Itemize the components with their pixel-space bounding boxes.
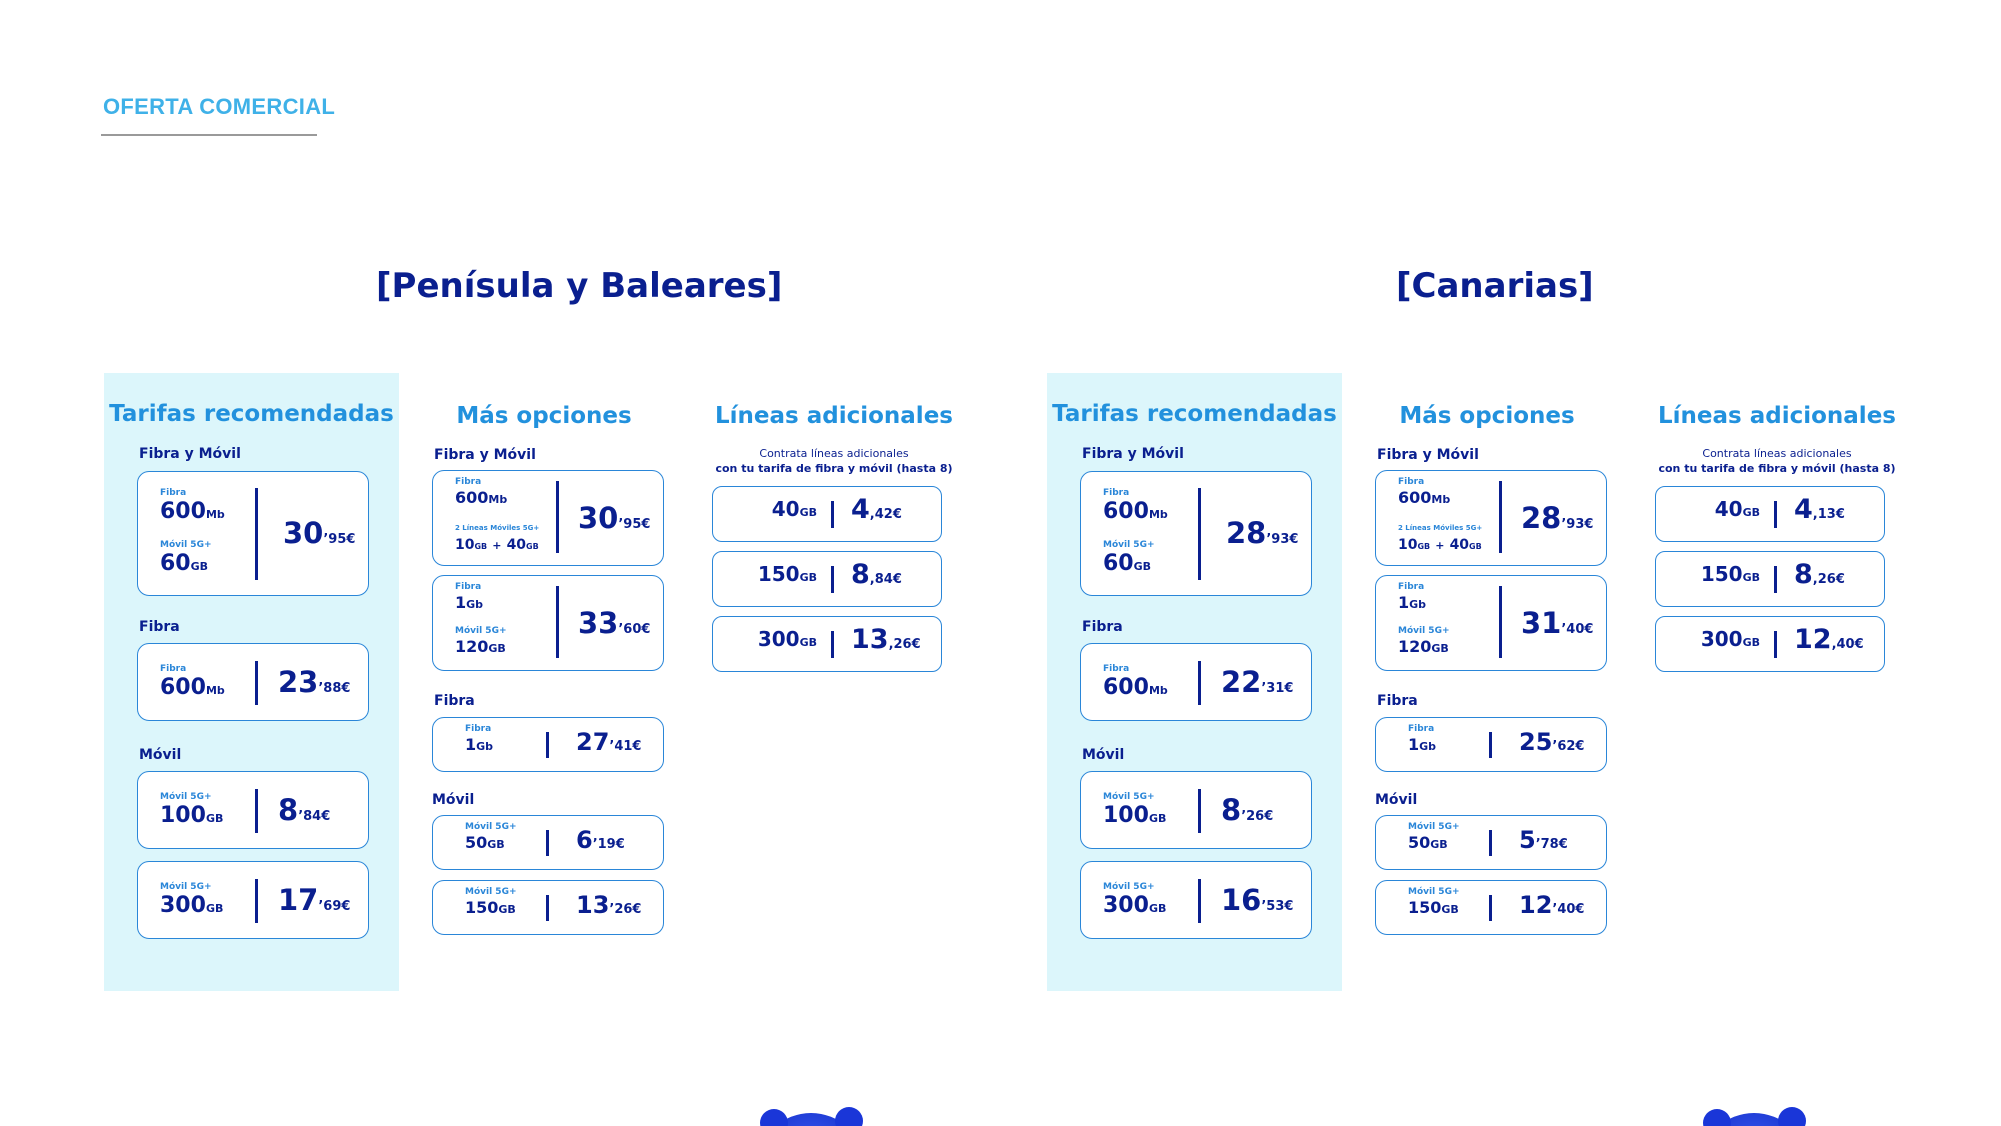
price	[851, 624, 921, 655]
extra-lines-column	[1632, 373, 1922, 991]
card-divider	[831, 631, 834, 658]
tariff-spec	[160, 882, 223, 919]
section-title-movil: Móvil	[139, 747, 182, 763]
spec-label: Móvil 5G+	[1103, 882, 1155, 892]
tariff-spec	[465, 724, 493, 755]
spec-unit: Mb	[1148, 684, 1168, 697]
section-title-fibra-movil: Fibra y Móvil	[1377, 447, 1479, 463]
spec-value: 150	[757, 562, 800, 586]
spec-value: 300	[160, 893, 206, 918]
spec-value: 600	[455, 488, 489, 507]
card-divider	[1198, 879, 1201, 923]
spec-value: 40	[771, 497, 800, 521]
price	[576, 728, 641, 756]
card-divider	[1774, 501, 1777, 528]
tariff-spec-movil	[160, 540, 212, 577]
spec-value: 40	[506, 537, 527, 553]
header-title: OFERTA COMERCIAL	[103, 94, 336, 119]
price-integer: 28	[1226, 516, 1267, 550]
spec-unit: Gb	[1419, 740, 1437, 753]
price	[278, 793, 330, 827]
tariff-card-movil-100[interactable]	[1080, 771, 1312, 849]
price	[578, 606, 650, 640]
price-integer: 25	[1519, 728, 1553, 756]
tariff-card-movil-extra[interactable]	[1375, 815, 1607, 870]
spec-label: 2 Líneas Móviles 5G+	[1398, 524, 1483, 532]
tariff-spec	[1103, 664, 1168, 701]
tariff-spec-fibra	[1398, 477, 1450, 508]
price-decimals: ,26€	[888, 637, 921, 652]
spec-unit: GB	[1469, 542, 1482, 551]
spec-label: Móvil 5G+	[160, 792, 212, 802]
spec-label: Fibra	[160, 488, 187, 498]
price-integer: 23	[278, 665, 319, 699]
spec-unit: GB	[1742, 636, 1760, 649]
extra-lines-note	[689, 446, 979, 476]
note-line-2: con tu tarifa de fibra y móvil (hasta 8)	[715, 462, 953, 475]
spec-unit: GB	[799, 571, 817, 584]
price-decimals: ’69€	[318, 899, 351, 914]
recommended-column	[104, 373, 399, 991]
tariff-card-fibra[interactable]	[1080, 643, 1312, 721]
spec-value: 50	[465, 833, 488, 852]
card-divider	[831, 501, 834, 528]
spec-label: Móvil 5G+	[465, 822, 517, 832]
price	[1221, 793, 1273, 827]
tariff-card-fibra-movil-1gb[interactable]	[1375, 575, 1607, 671]
extra-line-data	[758, 629, 817, 650]
price-decimals: ’26€	[609, 902, 642, 917]
price-integer: 13	[851, 624, 889, 655]
price-integer: 8	[1221, 793, 1242, 827]
price-integer: 12	[1794, 624, 1832, 655]
extra-line-data	[758, 564, 817, 585]
card-divider	[556, 481, 559, 553]
spec-value: 300	[757, 627, 800, 651]
price-decimals: ,84€	[869, 572, 902, 587]
spec-unit: Gb	[476, 740, 494, 753]
price-integer: 31	[1521, 606, 1562, 640]
price-decimals: ’93€	[1561, 517, 1594, 532]
tariff-spec-fibra	[1398, 582, 1426, 613]
tariff-card-movil-300[interactable]	[1080, 861, 1312, 939]
spec-unit: GB	[799, 636, 817, 649]
spec-unit: Mb	[1148, 508, 1168, 521]
extra-line-card[interactable]	[1655, 616, 1885, 672]
tariff-spec	[1408, 887, 1460, 918]
section-title-fibra: Fibra	[1377, 693, 1418, 709]
spec-value: 10	[455, 537, 475, 553]
tariff-spec	[1408, 822, 1460, 853]
price-decimals: ,13€	[1812, 507, 1845, 522]
spec-value: 600	[160, 675, 206, 700]
tariff-card-fibra-movil[interactable]	[1080, 471, 1312, 596]
spec-value: 150	[465, 898, 499, 917]
tariff-spec-movil	[455, 626, 507, 657]
spec-unit: GB	[1742, 506, 1760, 519]
price	[1221, 665, 1293, 699]
spec-unit: Mb	[205, 508, 225, 521]
tariff-card-movil-extra[interactable]	[432, 880, 664, 935]
spec-value: 50	[1408, 833, 1431, 852]
spec-value: 150	[1408, 898, 1442, 917]
spec-unit: GB	[1742, 571, 1760, 584]
spec-label: Fibra	[1408, 724, 1435, 734]
spec-unit: GB	[205, 812, 224, 825]
recommended-title: Tarifas recomendadas	[109, 401, 394, 427]
price	[576, 826, 625, 854]
price-decimals: ,42€	[869, 507, 902, 522]
extra-lines-title: Líneas adicionales	[715, 403, 953, 429]
price	[1519, 728, 1584, 756]
section-title-movil: Móvil	[432, 792, 475, 808]
tariff-spec	[1408, 724, 1436, 755]
region-title-canarias: [Canarias]	[1396, 266, 1594, 306]
extra-line-data	[1701, 629, 1760, 650]
price-integer: 17	[278, 883, 319, 917]
extra-line-card[interactable]	[712, 551, 942, 607]
spec-unit: GB	[474, 542, 488, 551]
more-options-title: Más opciones	[1399, 403, 1575, 429]
tariff-card-fibra-1gb[interactable]	[1375, 717, 1607, 772]
extra-line-card[interactable]	[712, 616, 942, 672]
price-decimals: ’95€	[323, 532, 356, 547]
price-integer: 28	[1521, 501, 1562, 535]
price	[851, 494, 902, 525]
price-integer: 5	[1519, 826, 1536, 854]
price-decimals: ’53€	[1261, 899, 1294, 914]
card-divider	[1198, 488, 1201, 580]
card-divider	[1489, 732, 1492, 758]
extra-line-data	[1715, 499, 1760, 520]
spec-unit: Gb	[1409, 598, 1427, 611]
tariff-spec	[465, 822, 517, 853]
price-decimals: ’40€	[1561, 622, 1594, 637]
card-divider	[1489, 830, 1492, 856]
section-title-fibra: Fibra	[139, 619, 180, 635]
spec-unit: GB	[1133, 560, 1152, 573]
card-divider	[1774, 631, 1777, 658]
price	[1519, 826, 1568, 854]
price-integer: 27	[576, 728, 610, 756]
section-title-movil: Móvil	[1375, 792, 1418, 808]
price	[576, 891, 641, 919]
tariff-card-movil-extra[interactable]	[432, 815, 664, 870]
tariff-spec-fibra	[455, 477, 507, 508]
spec-unit: GB	[1417, 542, 1431, 551]
price	[1794, 624, 1864, 655]
tariff-spec-lines	[1398, 523, 1482, 555]
price-integer: 4	[1794, 494, 1813, 525]
spec-value: 300	[1103, 893, 1149, 918]
card-divider	[546, 732, 549, 758]
extra-line-card[interactable]	[712, 486, 942, 542]
price	[278, 665, 350, 699]
tariff-card-fibra[interactable]	[137, 643, 369, 721]
price-integer: 33	[578, 606, 619, 640]
tariff-card-movil-extra[interactable]	[1375, 880, 1607, 935]
spec-label: Móvil 5G+	[1103, 540, 1155, 550]
card-divider	[255, 879, 258, 923]
price-decimals: ’19€	[592, 837, 625, 852]
spec-unit: Mb	[205, 684, 225, 697]
price	[1794, 559, 1845, 590]
spec-label: Fibra	[455, 477, 482, 487]
price-integer: 30	[283, 516, 324, 550]
price-decimals: ’78€	[1535, 837, 1568, 852]
card-divider	[1489, 895, 1492, 921]
extra-lines-note	[1632, 446, 1922, 476]
tariff-card-fibra-movil-lines[interactable]	[1375, 470, 1607, 566]
spec-value: 120	[455, 637, 489, 656]
spec-label: Móvil 5G+	[465, 887, 517, 897]
spec-label: Fibra	[1103, 488, 1130, 498]
spec-value: 1	[455, 593, 467, 612]
spec-label: Móvil 5G+	[455, 626, 507, 636]
spec-label: Fibra	[1398, 582, 1425, 592]
spec-value: 120	[1398, 637, 1432, 656]
spec-value: 40	[1714, 497, 1743, 521]
header-underline	[101, 134, 317, 136]
card-divider	[546, 830, 549, 856]
spec-label: Fibra	[1103, 664, 1130, 674]
price-decimals: ’95€	[618, 517, 651, 532]
card-divider	[1499, 481, 1502, 553]
spec-label: Fibra	[455, 582, 482, 592]
extra-line-data	[1701, 564, 1760, 585]
spec-value: 60	[1103, 551, 1134, 576]
price	[283, 516, 355, 550]
spec-value: 40	[1449, 537, 1470, 553]
spec-label: Móvil 5G+	[1103, 792, 1155, 802]
spec-unit: GB	[498, 903, 516, 916]
section-title-fibra-movil: Fibra y Móvil	[434, 447, 536, 463]
spec-unit: GB	[1148, 902, 1167, 915]
card-divider	[1499, 586, 1502, 658]
plus-sign: +	[492, 539, 502, 552]
section-title-fibra-movil: Fibra y Móvil	[1082, 446, 1184, 462]
price-decimals: ’26€	[1241, 809, 1274, 824]
note-line-1: Contrata líneas adicionales	[1702, 447, 1852, 460]
extra-lines-title: Líneas adicionales	[1658, 403, 1896, 429]
spec-value: 60	[160, 551, 191, 576]
tariff-card-movil-300[interactable]	[137, 861, 369, 939]
spec-unit: GB	[799, 506, 817, 519]
recommended-column	[1047, 373, 1342, 991]
card-divider	[831, 566, 834, 593]
tariff-card-fibra-movil[interactable]	[137, 471, 369, 596]
tariff-card-fibra-movil-lines[interactable]	[432, 470, 664, 566]
more-options-column	[1342, 373, 1632, 991]
tariff-spec-fibra	[455, 582, 483, 613]
region-title-peninsula: [Penísula y Baleares]	[376, 266, 783, 306]
price	[578, 501, 650, 535]
spec-value: 600	[160, 499, 206, 524]
spec-value: 10	[1398, 537, 1418, 553]
card-divider	[255, 488, 258, 580]
spec-value: 600	[1103, 499, 1149, 524]
price	[1521, 501, 1593, 535]
blue-bear-mascot-icon	[729, 1088, 949, 1126]
tariff-spec-lines	[455, 523, 539, 555]
note-line-1: Contrata líneas adicionales	[759, 447, 909, 460]
spec-unit: GB	[1148, 812, 1167, 825]
spec-label: Móvil 5G+	[160, 882, 212, 892]
note-line-2: con tu tarifa de fibra y móvil (hasta 8)	[1658, 462, 1896, 475]
spec-value: 600	[1103, 675, 1149, 700]
tariff-spec	[1103, 882, 1166, 919]
extra-lines-column	[689, 373, 979, 991]
price-decimals: ’31€	[1261, 681, 1294, 696]
spec-value: 100	[160, 803, 206, 828]
tariff-card-fibra-movil-1gb[interactable]	[432, 575, 664, 671]
card-divider	[255, 789, 258, 833]
price-integer: 8	[851, 559, 870, 590]
spec-value: 1	[465, 735, 477, 754]
spec-label: Móvil 5G+	[160, 540, 212, 550]
spec-value: 300	[1700, 627, 1743, 651]
section-title-fibra: Fibra	[1082, 619, 1123, 635]
price-integer: 6	[576, 826, 593, 854]
tariff-spec	[465, 887, 517, 918]
price-integer: 8	[1794, 559, 1813, 590]
spec-unit: Mb	[488, 493, 508, 506]
more-options-column	[399, 373, 689, 991]
card-divider	[1774, 566, 1777, 593]
tariff-spec-fibra	[1103, 488, 1168, 525]
tariff-spec-movil	[1103, 540, 1155, 577]
extra-line-card[interactable]	[1655, 486, 1885, 542]
spec-value: 1	[1398, 593, 1410, 612]
spec-label: Móvil 5G+	[1408, 887, 1460, 897]
extra-line-data	[772, 499, 817, 520]
tariff-spec	[1103, 792, 1166, 829]
recommended-title: Tarifas recomendadas	[1052, 401, 1337, 427]
tariff-spec-movil	[1398, 626, 1450, 657]
spec-value: 150	[1700, 562, 1743, 586]
section-title-fibra-movil: Fibra y Móvil	[139, 446, 241, 462]
price-decimals: ,40€	[1831, 637, 1864, 652]
price	[1794, 494, 1845, 525]
price	[1519, 891, 1584, 919]
spec-unit: GB	[487, 838, 505, 851]
spec-label: Móvil 5G+	[1398, 626, 1450, 636]
price	[1221, 883, 1293, 917]
spec-label: Fibra	[1398, 477, 1425, 487]
price-integer: 4	[851, 494, 870, 525]
spec-label: 2 Líneas Móviles 5G+	[455, 524, 540, 532]
price-decimals: ’62€	[1552, 739, 1585, 754]
spec-unit: GB	[1431, 642, 1449, 655]
tariff-card-movil-100[interactable]	[137, 771, 369, 849]
price-decimals: ’60€	[618, 622, 651, 637]
spec-unit: GB	[488, 642, 506, 655]
price-decimals: ’88€	[318, 681, 351, 696]
section-title-movil: Móvil	[1082, 747, 1125, 763]
spec-unit: GB	[190, 560, 209, 573]
price-decimals: ,26€	[1812, 572, 1845, 587]
price-integer: 22	[1221, 665, 1262, 699]
blue-bear-mascot-icon	[1672, 1088, 1892, 1126]
price-decimals: ’41€	[609, 739, 642, 754]
spec-label: Móvil 5G+	[1408, 822, 1460, 832]
card-divider	[556, 586, 559, 658]
tariff-card-fibra-1gb[interactable]	[432, 717, 664, 772]
tariff-spec	[160, 792, 223, 829]
price	[1226, 516, 1298, 550]
price	[851, 559, 902, 590]
card-divider	[1198, 789, 1201, 833]
spec-value: 100	[1103, 803, 1149, 828]
spec-value: 600	[1398, 488, 1432, 507]
price-decimals: ’93€	[1266, 532, 1299, 547]
price-decimals: ’40€	[1552, 902, 1585, 917]
price-integer: 30	[578, 501, 619, 535]
section-title-fibra: Fibra	[434, 693, 475, 709]
price	[1521, 606, 1593, 640]
spec-value: 1	[1408, 735, 1420, 754]
more-options-title: Más opciones	[456, 403, 632, 429]
price-integer: 16	[1221, 883, 1262, 917]
price	[278, 883, 350, 917]
tariff-spec	[160, 664, 225, 701]
price-integer: 12	[1519, 891, 1553, 919]
plus-sign: +	[1435, 539, 1445, 552]
spec-unit: Gb	[466, 598, 484, 611]
extra-line-card[interactable]	[1655, 551, 1885, 607]
tariff-spec-fibra	[160, 488, 225, 525]
spec-unit: GB	[1441, 903, 1459, 916]
spec-unit: Mb	[1431, 493, 1451, 506]
card-divider	[546, 895, 549, 921]
card-divider	[255, 661, 258, 705]
spec-label: Fibra	[160, 664, 187, 674]
price-integer: 8	[278, 793, 299, 827]
price-decimals: ’84€	[298, 809, 331, 824]
price-integer: 13	[576, 891, 610, 919]
spec-unit: GB	[526, 542, 539, 551]
spec-unit: GB	[1430, 838, 1448, 851]
card-divider	[1198, 661, 1201, 705]
spec-unit: GB	[205, 902, 224, 915]
spec-label: Fibra	[465, 724, 492, 734]
